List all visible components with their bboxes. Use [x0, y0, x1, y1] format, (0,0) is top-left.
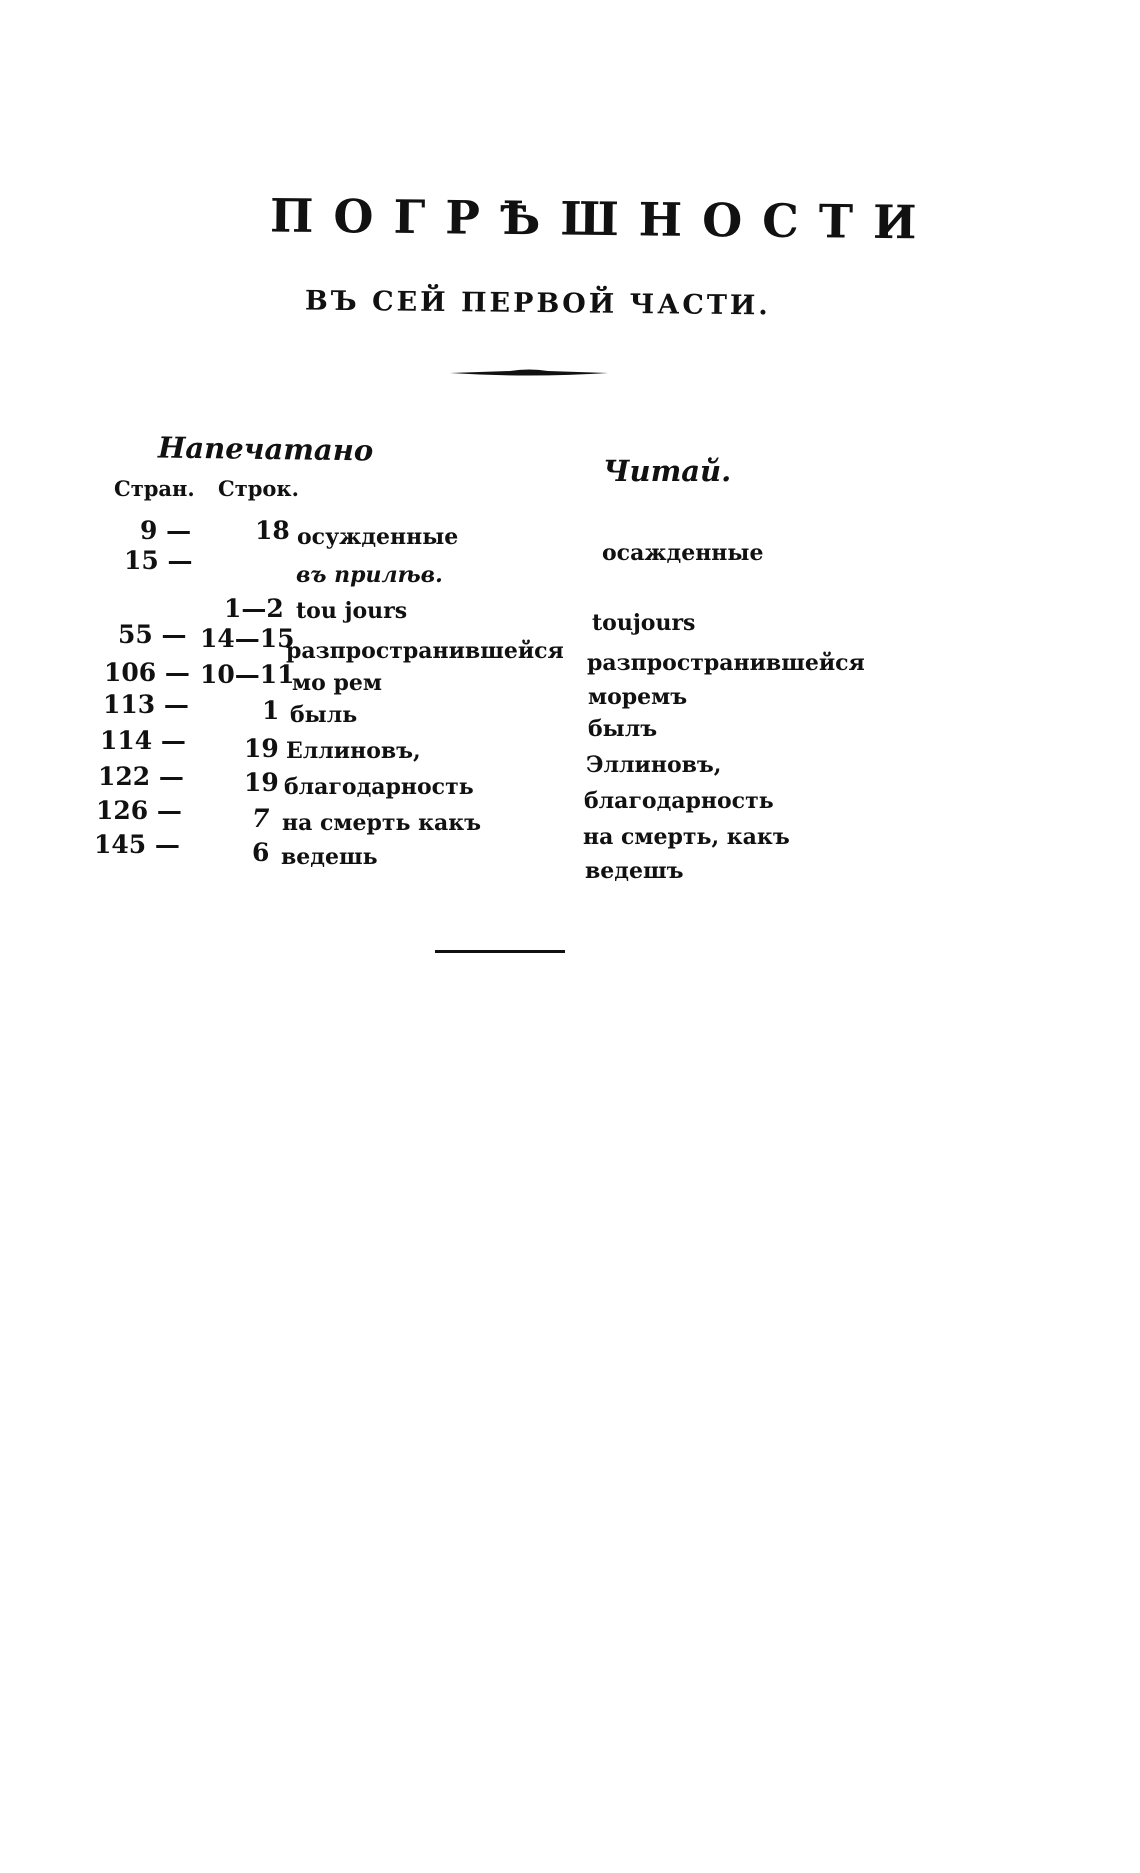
page-subtitle: ВЪ СЕЙ ПЕРВОЙ ЧАСТИ. [304, 285, 771, 322]
row-line: 19 [244, 768, 279, 797]
row-read: Эллиновъ, [586, 752, 722, 778]
row-printed: tou jours [296, 598, 408, 624]
page-title: ПОГРѢШНОСТИ [269, 188, 937, 250]
row-line: 19 [244, 734, 279, 763]
row-read: toujours [592, 610, 696, 636]
row-printed: Еллиновъ, [286, 738, 421, 764]
row-read: благодарность [584, 788, 774, 814]
row-read: разпространившейся [587, 650, 865, 676]
row-page: 9 — [140, 516, 192, 545]
row-line: 7 [252, 804, 270, 833]
closing-rule [435, 950, 565, 953]
ornament-rule [450, 368, 608, 378]
row-printed: осужденные [297, 524, 459, 550]
row-printed: благодарность [284, 774, 474, 800]
row-page: 106 — [104, 658, 190, 687]
row-page: 114 — [100, 726, 186, 755]
row-read: осажденные [602, 540, 764, 566]
row-printed: въ прилѣв. [296, 562, 443, 588]
row-line: 6 [252, 838, 270, 867]
row-line: 18 [255, 516, 290, 545]
row-read: былъ [588, 716, 658, 742]
row-read: ведешъ [585, 858, 684, 884]
row-page: 126 — [96, 796, 182, 825]
row-read: на смерть, какъ [583, 824, 790, 850]
row-page: 15 — [124, 546, 193, 575]
row-printed: мо рем [292, 670, 382, 696]
row-line: 1—2 [224, 594, 284, 623]
line-column-header: Строк. [218, 476, 299, 501]
read-heading: Читай. [603, 454, 732, 488]
row-printed: разпространившейся [286, 638, 564, 664]
row-page: 122 — [98, 762, 184, 791]
row-printed: быль [290, 702, 358, 728]
page-column-header: Стран. [114, 476, 195, 501]
row-page: 113 — [103, 690, 189, 719]
row-page: 145 — [94, 830, 180, 859]
row-page: 55 — [118, 620, 187, 649]
row-printed: на смерть какъ [282, 810, 482, 836]
printed-heading: Напечатано [157, 430, 374, 468]
row-printed: ведешь [281, 844, 378, 870]
row-read: моремъ [588, 684, 688, 710]
row-line: 1 [262, 696, 280, 725]
row-line: 10—11 [200, 660, 295, 689]
row-line: 14—15 [200, 624, 295, 653]
